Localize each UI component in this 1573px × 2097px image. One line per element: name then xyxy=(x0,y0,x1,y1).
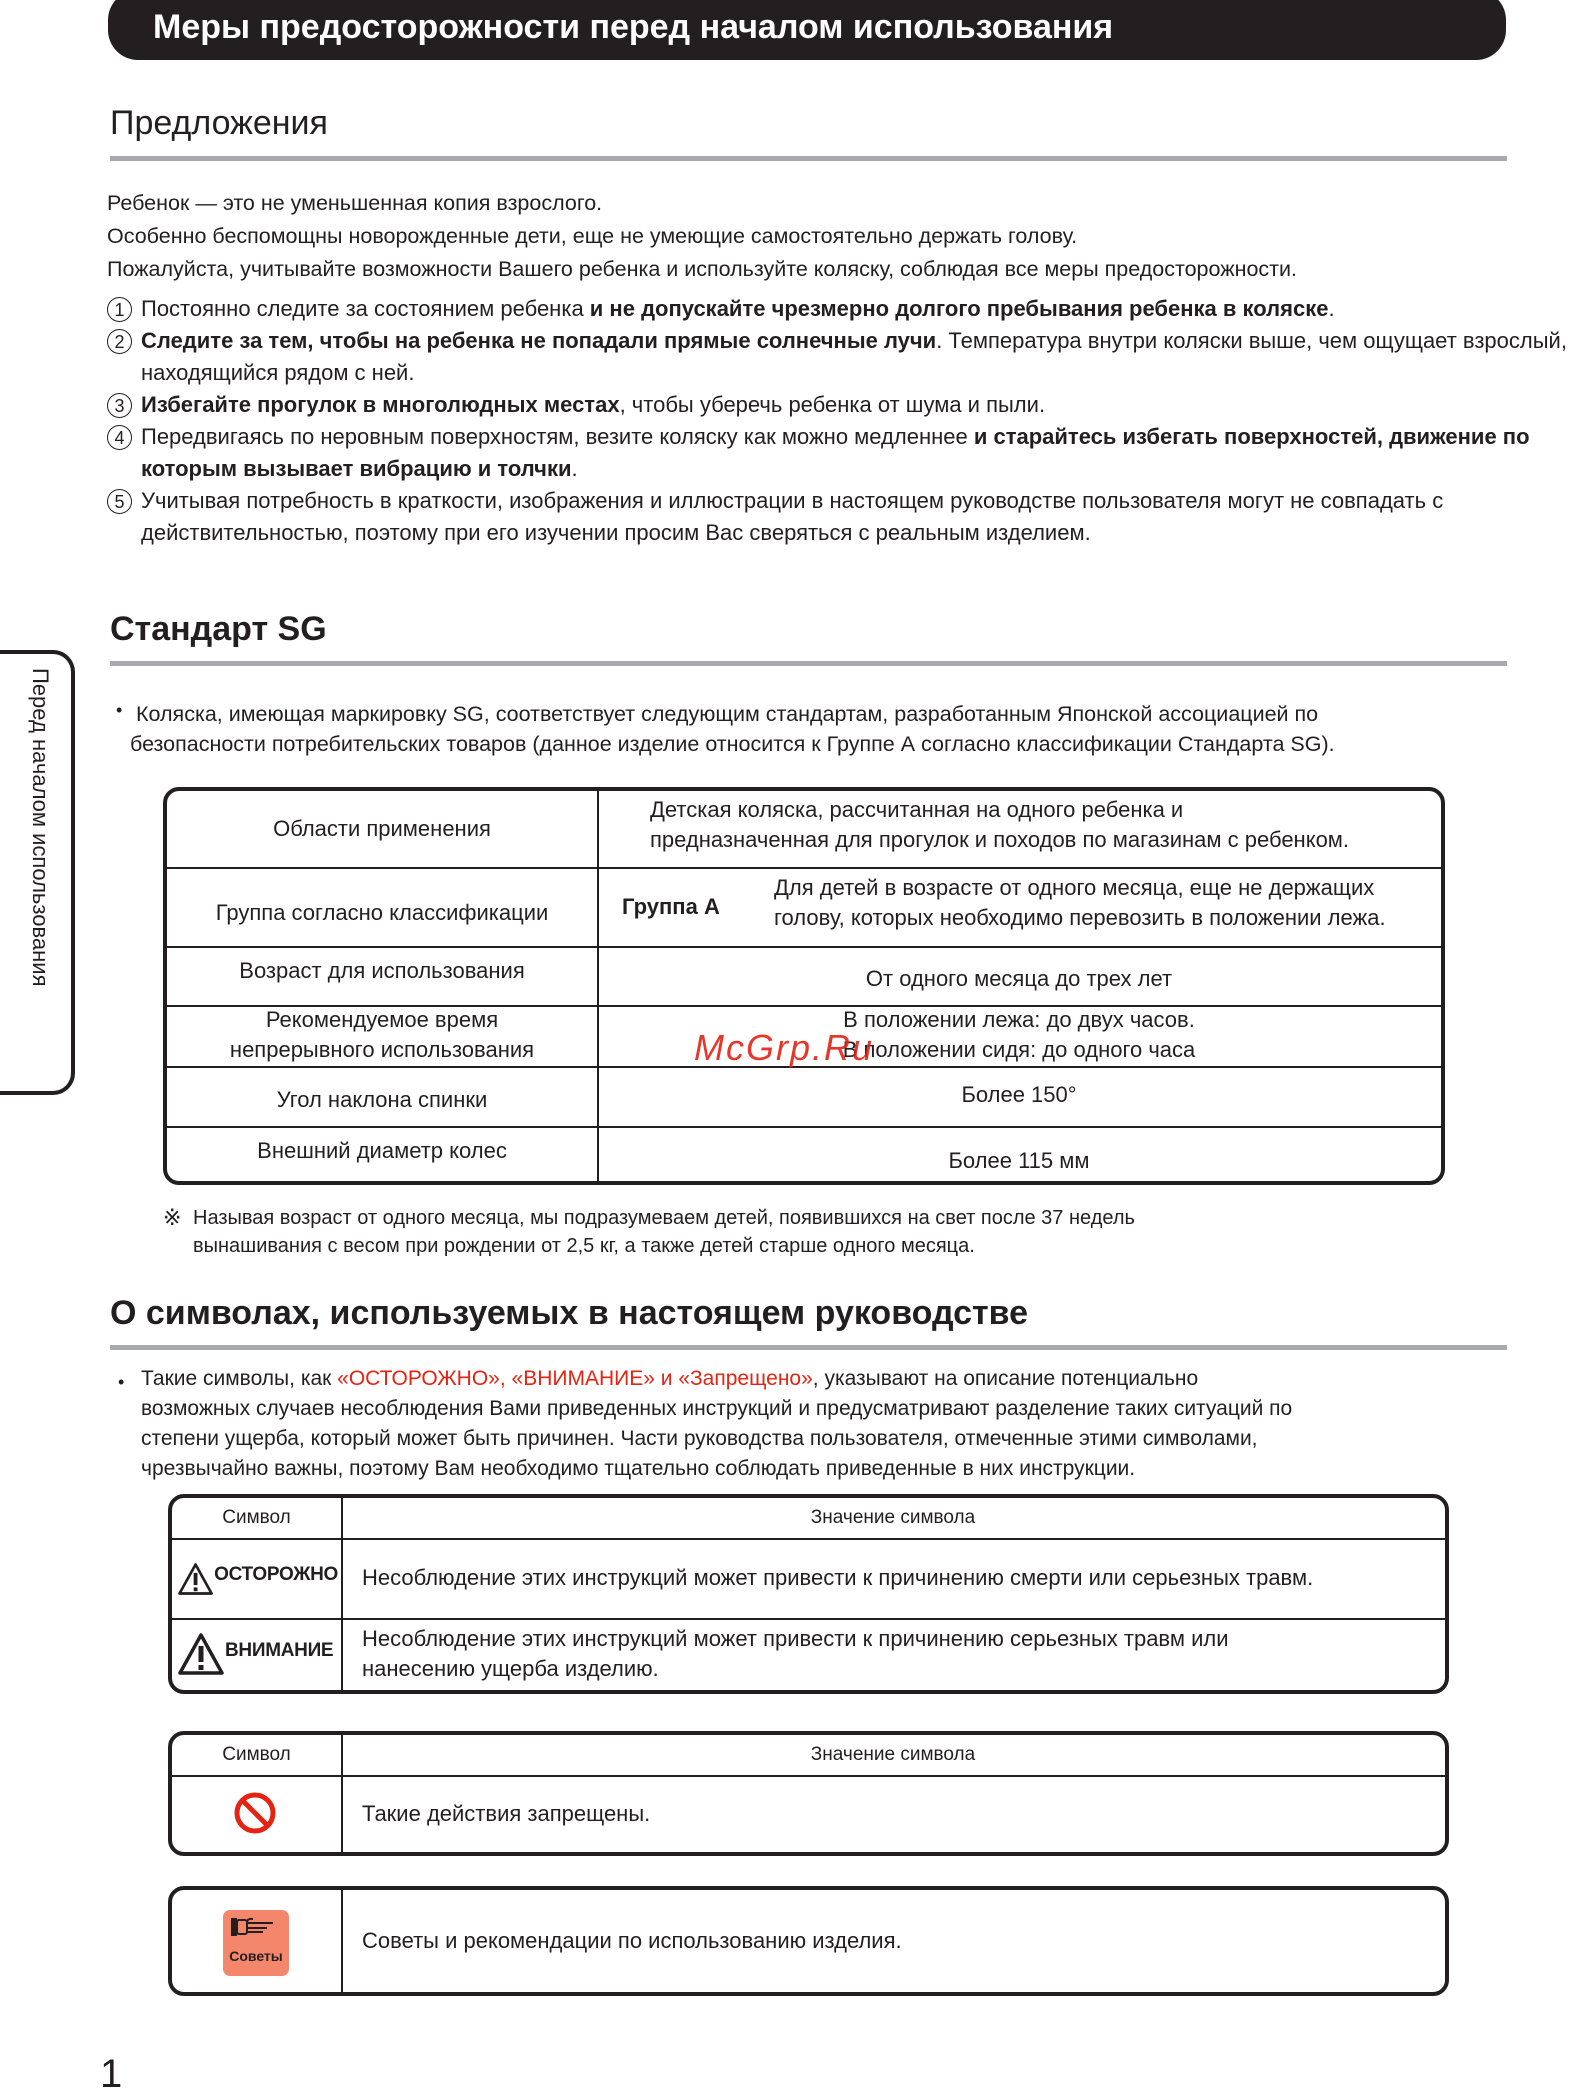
symbols-table-tips xyxy=(168,1886,1449,1996)
col-header-meaning: Значение символа xyxy=(810,1744,976,1765)
item-number: 3 xyxy=(107,393,132,418)
table-label: Угол наклона спинки xyxy=(276,1087,488,1112)
suggestion-paragraph: Особенно беспомощны новорожденные дети, еще не умеющие самостоятельно держать голову. xyxy=(107,224,1078,248)
col-header-symbol: Символ xyxy=(222,1744,291,1765)
group-label: Группа A xyxy=(622,893,720,919)
table-value: От одного месяца до трех лет xyxy=(865,966,1173,991)
side-tab-label: Перед началом использования xyxy=(28,668,53,987)
note-mark: ※ xyxy=(163,1205,182,1230)
caution-symbol: ВНИМАНИЕ xyxy=(178,1629,338,1679)
item-number: 4 xyxy=(107,425,132,450)
sg-note: Называя возраст от одного месяца, мы подразумеваем детей, появившихся на свет после 37 недель xyxy=(193,1207,1135,1229)
prohibited-icon xyxy=(233,1791,277,1840)
symbols-intro: степени ущерба, который может быть причинен. Части руководства пользователя, отмеченные этими символами, xyxy=(141,1427,1258,1450)
tips-label: Советы xyxy=(229,1948,283,1964)
sg-heading: Стандарт SG xyxy=(110,610,327,648)
table-label: Области применения xyxy=(273,816,491,841)
warning-meaning: Несоблюдение этих инструкций может привести к причинению смерти или серьезных травм. xyxy=(362,1565,1314,1590)
pointing-hand-icon xyxy=(223,1910,289,1948)
symbols-table-prohibited xyxy=(168,1731,1449,1856)
table-label: Возраст для использования xyxy=(239,958,525,983)
tips-badge xyxy=(223,1910,289,1976)
table-value: Более 150° xyxy=(961,1082,1077,1107)
item-number: 5 xyxy=(107,489,132,514)
table-label: Группа согласно классификации xyxy=(215,899,549,925)
item-number: 1 xyxy=(107,297,132,322)
caution-meaning: Несоблюдение этих инструкций может привести к причинению серьезных травм или нанесению ущерба изделию. xyxy=(362,1626,1229,1681)
page-number: 1 xyxy=(100,2052,123,2096)
sg-intro: безопасности потребительских товаров (данное изделие относится к Группе А согласно классификации Стандарта SG). xyxy=(130,732,1335,756)
table-label: Рекомендуемое время непрерывного использования xyxy=(229,1007,535,1062)
table-value: Более 115 мм xyxy=(948,1148,1090,1173)
caution-triangle-icon xyxy=(178,1632,224,1676)
sg-note: вынашивания с весом при рождении от 2,5 кг, а также детей старше одного месяца. xyxy=(193,1235,975,1257)
suggestion-paragraph: Пожалуйста, учитывайте возможности Вашего ребенка и используйте коляску, соблюдая все меры предосторожности. xyxy=(107,257,1298,281)
table-value: Для детей в возрасте от одного месяца, еще не держащих голову, которых необходимо перевозить в положении лежа. xyxy=(774,875,1386,930)
prohibited-meaning: Такие действия запрещены. xyxy=(362,1800,651,1826)
suggestion-paragraph: Ребенок — это не уменьшенная копия взрослого. xyxy=(107,191,603,215)
list-item: 1 Постоянно следите за состоянием ребенка и не допускайте чрезмерно долгого пребывания ребенка в коляске. xyxy=(107,293,1573,325)
symbols-intro: Такие символы, как «ОСТОРОЖНО», «ВНИМАНИЕ» и «Запрещено», указывают на описание потенциально xyxy=(141,1367,1199,1390)
sg-intro: Коляска, имеющая маркировку SG, соответствует следующим стандартам, разработанным Японской ассоциацией по xyxy=(136,702,1319,726)
suggestions-heading: Предложения xyxy=(110,104,328,142)
warning-symbol: ОСТОРОЖНО xyxy=(178,1554,338,1604)
bullet: • xyxy=(118,1372,125,1392)
tips-meaning: Советы и рекомендации по использованию изделия. xyxy=(362,1928,902,1953)
col-header-meaning: Значение символа xyxy=(810,1507,976,1528)
symbols-intro: чрезвычайно важны, поэтому Вам необходимо тщательно соблюдать приведенные в них инструкции. xyxy=(141,1457,1136,1480)
bullet: • xyxy=(116,700,123,720)
sg-table xyxy=(163,787,1445,1185)
page-title: Меры предосторожности перед началом использования xyxy=(153,8,1114,46)
symbols-table-warnings xyxy=(168,1494,1449,1694)
table-value: В положении лежа: до двух часов. В положении сидя: до одного часа xyxy=(842,1007,1196,1062)
warning-triangle-icon xyxy=(178,1557,213,1601)
item-number: 2 xyxy=(107,329,132,354)
table-value: Детская коляска, рассчитанная на одного ребенка и предназначенная для прогулок и походов по магазинам с ребенком. xyxy=(650,797,1350,852)
list-item: 4 Передвигаясь по неровным поверхностям, везите коляску как можно медленнее и старайтесь избегать поверхностей, движение по которым вызывает вибрацию и толчки. xyxy=(107,421,1573,485)
section-rule xyxy=(110,661,1507,666)
watermark: McGrp.Ru xyxy=(694,1027,875,1068)
symbols-intro: возможных случаев несоблюдения Вами приведенных инструкций и предусматривают разделение таких ситуаций по xyxy=(141,1397,1293,1420)
list-item: 3 Избегайте прогулок в многолюдных местах, чтобы уберечь ребенка от шума и пыли. xyxy=(107,389,1573,421)
symbols-heading: О символах, используемых в настоящем руководстве xyxy=(110,1294,1029,1332)
col-header-symbol: Символ xyxy=(222,1507,291,1528)
list-item: 5 Учитывая потребность в краткости, изображения и иллюстрации в настоящем руководстве пользователя могут не совпадать с действительностью, поэтому при его изучении просим Вас сверяться с реальным изделием. xyxy=(107,485,1573,549)
section-rule xyxy=(110,1345,1507,1350)
list-item: 2 Следите за тем, чтобы на ребенка не попадали прямые солнечные лучи. Температура внутри коляски выше, чем ощущает взрослый, находящийся рядом с ней. xyxy=(107,325,1573,389)
table-label: Внешний диаметр колес xyxy=(257,1138,507,1163)
section-rule xyxy=(110,156,1507,161)
